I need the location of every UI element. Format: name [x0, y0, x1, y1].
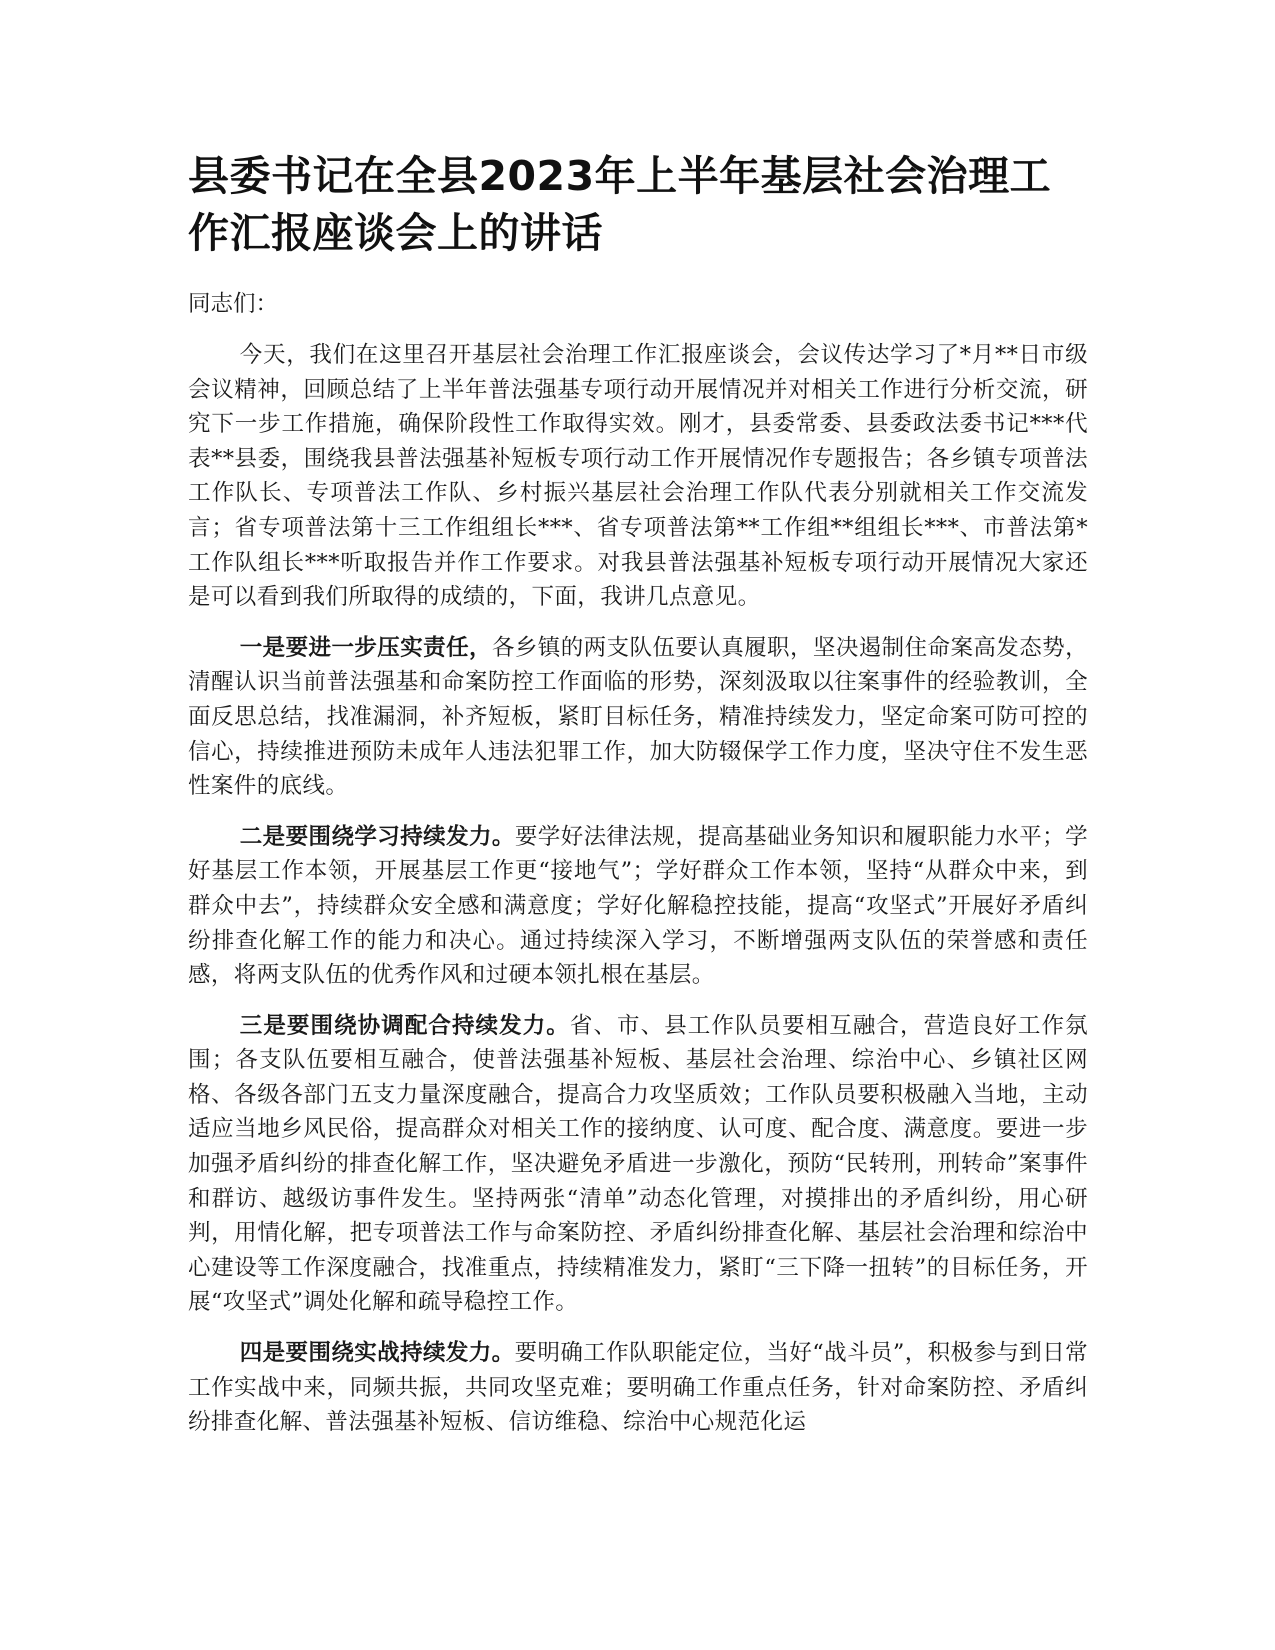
section-paragraph-2 — [188, 820, 1088, 993]
section-paragraph-3 — [188, 1009, 1088, 1320]
section-lead-2: 二是要围绕学习持续发力。 — [239, 823, 515, 850]
section-lead-4: 四是要围绕实战持续发力。 — [239, 1340, 515, 1367]
section-lead-3: 三是要围绕协调配合持续发力。 — [239, 1012, 570, 1039]
section-paragraph-4 — [188, 1336, 1088, 1440]
document-title: 县委书记在全县2023年上半年基层社会治理工作汇报座谈会上的讲话 — [188, 152, 1052, 257]
section-lead-1: 一是要进一步压实责任， — [239, 634, 492, 661]
section-body-1: 各乡镇的两支队伍要认真履职，坚决遏制住命案高发态势，清醒认识当前普法强基和命案防控工作面临的形势，深刻汲取以往案事件的经验教训，全面反思总结，找准漏洞，补齐短板，紧盯目标任务，精准持续发力，坚定命案可防可控的信心，持续推进预防未成年人违法犯罪工作，加大防辍保学工作力度，坚决守住不发生恶性案件的底线。 — [188, 634, 1088, 800]
section-body-3: 省、市、县工作队员要相互融合，营造良好工作氛围；各支队伍要相互融合，使普法强基补短板、基层社会治理、综治中心、乡镇社区网格、各级各部门五支力量深度融合，提高合力攻坚质效；工作队员要积极融入当地，主动适应当地乡风民俗，提高群众对相关工作的接纳度、认可度、配合度、满意度。要进一步加强矛盾纠纷的排查化解工作，坚决避免矛盾进一步激化，预防“民转刑，刑转命”案事件和群访、越级访事件发生。坚持两张“清单”动态化管理，对摸排出的矛盾纠纷，用心研判，用情化解，把专项普法工作与命案防控、矛盾纠纷排查化解、基层社会治理和综治中心建设等工作深度融合，找准重点，持续精准发力，紧盯“三下降一扭转”的目标任务，开展“攻坚式”调处化解和疏导稳控工作。 — [188, 1012, 1088, 1316]
document-page — [188, 148, 1088, 1440]
section-paragraph-1 — [188, 631, 1088, 804]
salutation: 同志们： — [188, 291, 279, 317]
intro-paragraph: 今天，我们在这里召开基层社会治理工作汇报座谈会，会议传达学习了*月**日市级会议精神，回顾总结了上半年普法强基专项行动开展情况并对相关工作进行分析交流，研究下一步工作措施，确保阶段性工作取得实效。刚才，县委常委、县委政法委书记***代表**县委，围绕我县普法强基补短板专项行动工作开展情况作专题报告；各乡镇专项普法工作队长、专项普法工作队、乡村振兴基层社会治理工作队代表分别就相关工作交流发言；省专项普法第十三工作组组长***、省专项普法第**工作组**组组长***、市普法第*工作队组长***听取报告并作工作要求。对我县普法强基补短板专项行动开展情况大家还是可以看到我们所取得的成绩的，下面，我讲几点意见。 — [188, 342, 1088, 611]
section-body-2: 要学好法律法规，提高基础业务知识和履职能力水平；学好基层工作本领，开展基层工作更“接地气”；学好群众工作本领，坚持“从群众中来，到群众中去”，持续群众安全感和满意度；学好化解稳控技能，提高“攻坚式”开展好矛盾纠纷排查化解工作的能力和决心。通过持续深入学习，不断增强两支队伍的荣誉感和责任感，将两支队伍的优秀作风和过硬本领扎根在基层。 — [188, 823, 1088, 989]
section-body-4: 要明确工作队职能定位，当好“战斗员”，积极参与到日常工作实战中来，同频共振，共同攻坚克难；要明确工作重点任务，针对命案防控、矛盾纠纷排查化解、普法强基补短板、信访维稳、综治中心规范化运 — [188, 1340, 1088, 1436]
